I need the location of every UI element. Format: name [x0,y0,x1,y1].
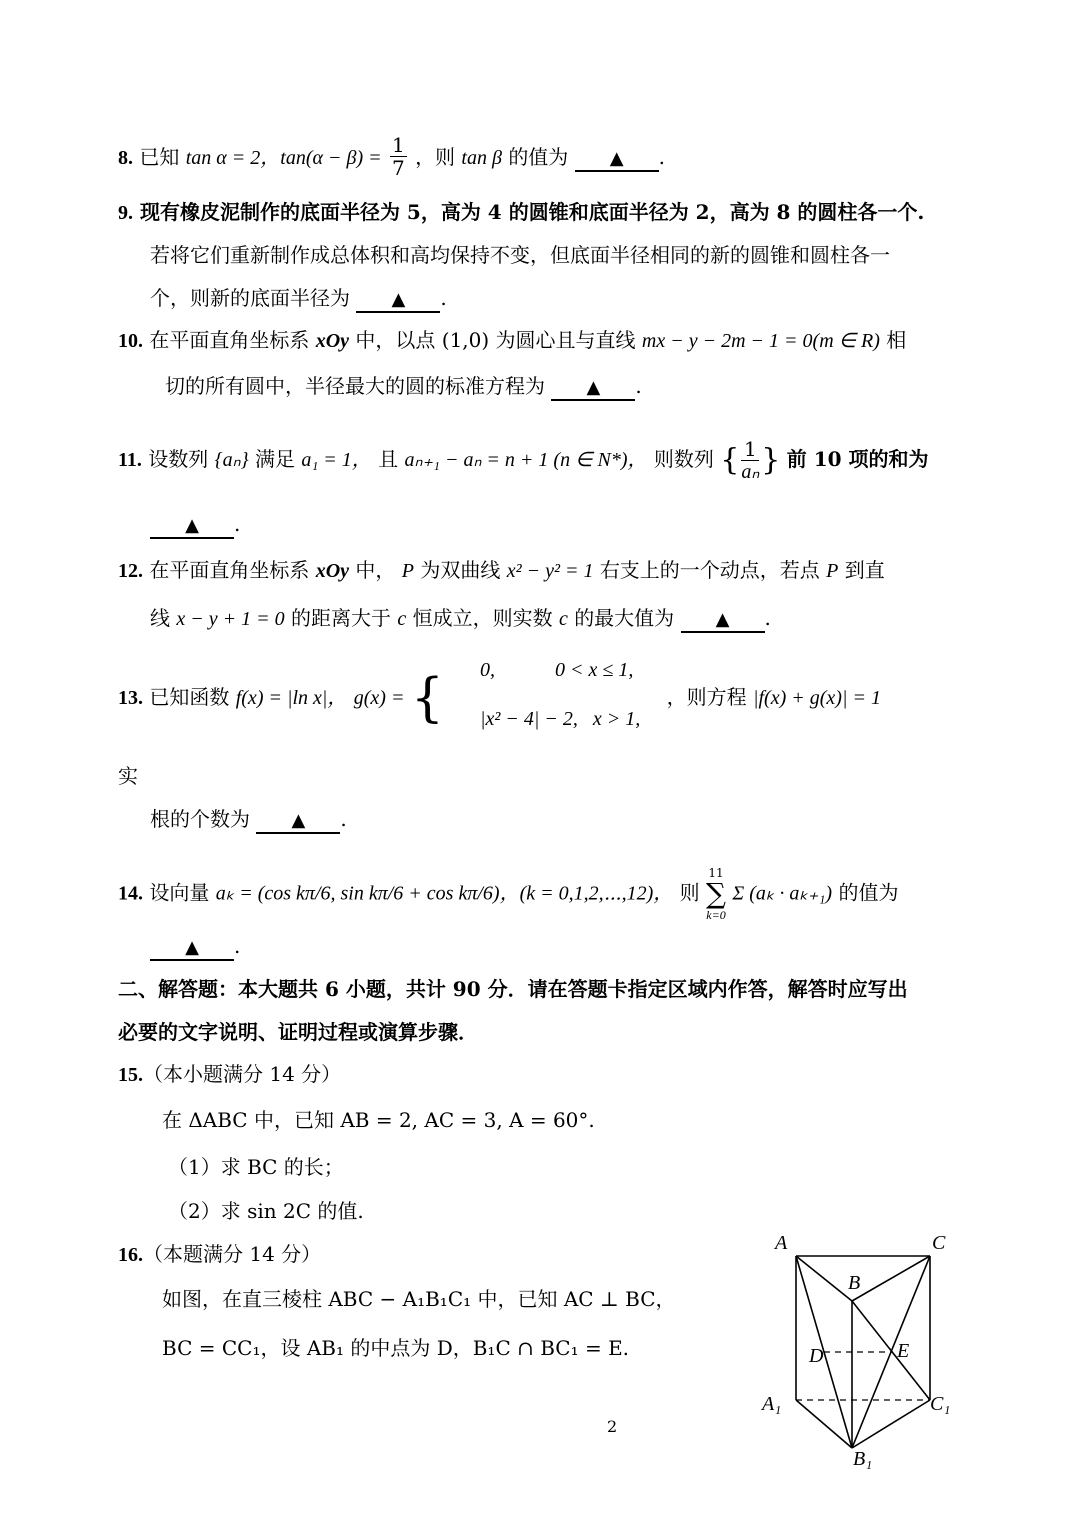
label-C1: C₁ [930,1393,951,1415]
answer-blank: ▲ [150,937,234,961]
question-number: 13. [118,687,143,709]
section-heading: 二、解答题：本大题共 6 小题，共计 90 分．请在答题卡指定区域内作答，解答时应写出 [118,977,908,1001]
answer-blank: ▲ [356,289,440,313]
question-number: 15. [118,1064,143,1086]
piecewise-case-2: |x² − 4| − 2, x > 1, [480,708,641,730]
question-11: 11. 设数列 {aₙ} 满足 a₁ = 1， 且 aₙ₊₁ − aₙ = n + 1 (n ∈ N*)， 则数列 { $\frac{1}{\text{aₙ}}$ } 前 10 项的和为 [118,437,929,483]
question-15-head: 15.（本小题满分 14 分） [118,1062,342,1086]
math-expression: aₖ = (cos kπ/6, sin kπ/6 + cos kπ/6)，(k = 0,1,2,⋯,12)， [215,882,674,905]
question-text: 已知 [139,145,180,169]
label-E: E [897,1340,910,1362]
question-14: 14. 设向量 aₖ = (cos kπ/6, sin kπ/6 + cos kπ/6)，(k = 0,1,2,⋯,12)， 则 11 ∑ k=0 Σ (aₖ · aₖ₊₁) 的值为 [118,866,899,922]
label-D: D [809,1345,824,1367]
answer-blank: ▲ [551,377,635,401]
fraction: $\frac{1}{7}$ [391,133,405,180]
answer-blank: ▲ [681,609,765,633]
answer-blank: ▲ [150,515,234,539]
question-13-wrap: 实 [118,764,138,788]
question-15-body: 在 ΔABC 中，已知 AB = 2, AC = 3, A = 60°. [162,1108,595,1132]
question-8: 8. 已知 tan α = 2，tan(α − β) = $\frac{1}{7}$ ，则 tan β 的值为 ▲ . [118,133,666,180]
question-13: 13. 已知函数 f(x) = |ln x|， g(x) = { ，则方程 |f(x) + g(x)| = 1 [118,668,881,729]
question-number: 14. [118,882,143,905]
question-13-line-2: 根的个数为 ▲ . [150,805,1087,834]
fraction: $\frac{1}{\text{aₙ}}$ [741,437,760,483]
question-15-part-2: （2）求 sin 2C 的值. [168,1199,364,1223]
question-number: 12. [118,560,143,582]
answer-blank: ▲ [575,148,659,172]
question-16-line-1: 如图，在直三棱柱 ABC − A₁B₁C₁ 中，已知 AC ⊥ BC， [162,1287,676,1311]
question-15-part-1: （1）求 BC 的长； [168,1155,344,1179]
question-number: 10. [118,330,143,352]
section-heading-2: 必要的文字说明、证明过程或演算步骤． [118,1020,478,1044]
question-number: 8. [118,147,133,169]
question-number: 11. [118,449,142,471]
piecewise-case-1: 0, 0 < x ≤ 1, [480,659,634,681]
label-A: A [775,1232,788,1254]
question-9-line-1: 9. 现有橡皮泥制作的底面半径为 5，高为 4 的圆锥和底面半径为 2，高为 8 的圆柱各一个. [118,200,925,224]
question-10-line-1: 10. 在平面直角坐标系 xOy 中，以点 (1,0) 为圆心且与直线 mx − y − 2m − 1 = 0(m ∈ R) 相 [118,328,907,352]
label-B: B [848,1272,861,1294]
question-number: 16. [118,1244,143,1266]
question-14-blank-line: ▲ . [150,932,1087,961]
page-number: 2 [607,1417,618,1436]
question-9-line-2: 若将它们重新制作成总体积和高均保持不变，但底面半径相同的新的圆锥和圆柱各一 [150,243,890,267]
label-C: C [932,1232,946,1254]
question-12-line-1: 12. 在平面直角坐标系 xOy 中， P 为双曲线 x² − y² = 1 右支上的一个动点，若点 P 到直 [118,558,885,582]
question-11-blank-line: ▲ . [150,510,1087,539]
question-12-line-2: 线 x − y + 1 = 0 的距离大于 c 恒成立，则实数 c 的最大值为 ▲ . [150,604,1087,633]
math-expression: tan β [461,147,502,169]
question-9-line-3: 个，则新的底面半径为 ▲ . [150,284,1087,313]
summation: 11 ∑ k=0 [705,866,726,922]
math-expression: mx − y − 2m − 1 = 0(m ∈ R) [641,330,880,352]
question-number: 9. [118,202,133,224]
question-16-head: 16.（本题满分 14 分） [118,1242,322,1266]
label-B1: B₁ [853,1448,873,1470]
question-16-line-2: BC = CC₁，设 AB₁ 的中点为 D，B₁C ∩ BC₁ = E. [162,1336,630,1360]
answer-blank: ▲ [256,810,340,834]
label-A1: A₁ [762,1393,782,1415]
math-expression: tan α = 2，tan(α − β) = [185,147,382,169]
question-10-line-2: 切的所有圆中，半径最大的圆的标准方程为 ▲ . [165,372,1087,401]
